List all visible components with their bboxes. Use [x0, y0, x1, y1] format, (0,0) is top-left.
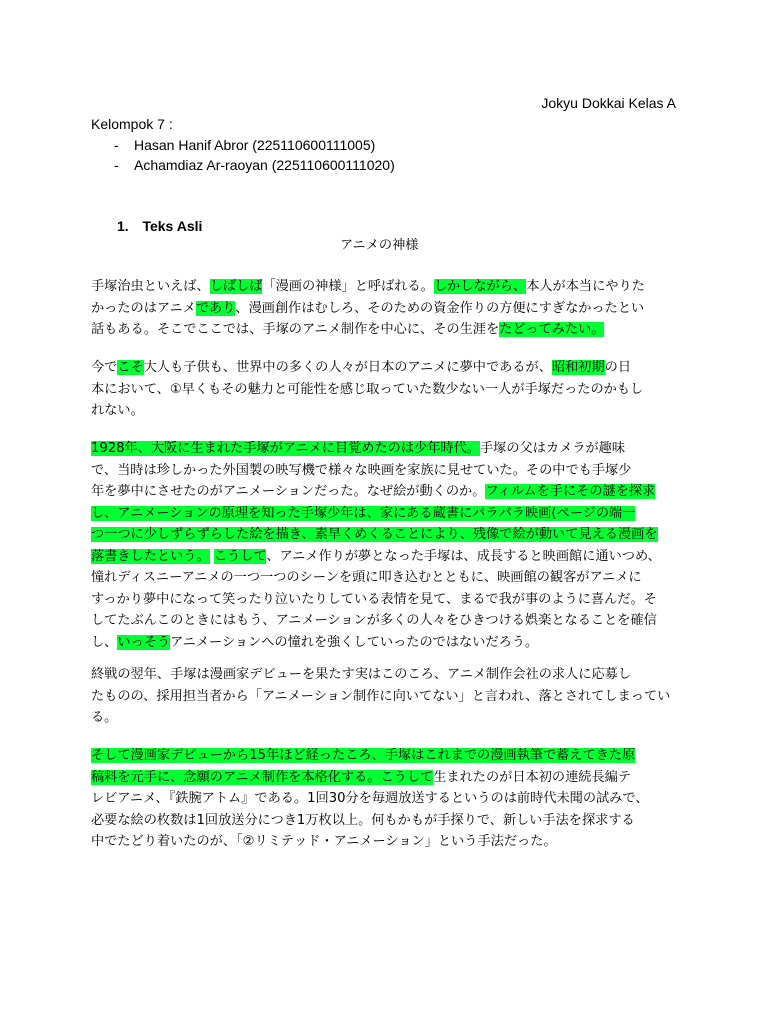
text-run: 本人が本当にやりた	[526, 279, 645, 294]
highlighted-text: こうして	[380, 769, 434, 785]
text-line	[91, 810, 691, 832]
text-line	[91, 481, 691, 503]
text-run: れない。	[91, 403, 144, 418]
section-heading	[117, 216, 202, 237]
text-run: 生まれたのが日本初の連続長編テ	[433, 769, 632, 785]
text-line	[91, 589, 691, 611]
text-run: 、アニメ作りが夢となった手塚は、成長すると映画館に通いつめ、	[266, 548, 661, 564]
text-run: る。	[91, 710, 118, 725]
highlighted-text: であり	[195, 300, 236, 316]
highlighted-text: しかしながら、	[433, 279, 527, 294]
text-line	[91, 831, 691, 853]
text-run: 話もある。そこでここでは、手塚のアニメ制作を中心に、その生涯を	[91, 322, 500, 337]
highlighted-text: 稿料を元手に、念願のアニメ制作を本格化する。	[91, 769, 381, 785]
text-run: 必要な絵の枚数は1回放送分につき1万枚以上。何もかもが手探りで、新しい手法を探求する	[91, 812, 635, 828]
highlighted-text: そして漫画家デビューから15年ほど経ったころ、手塚はこれまでの漫画執筆で蓄えてきた原	[91, 748, 636, 763]
text-line	[91, 460, 691, 482]
text-run: たものの、採用担当者から「アニメーション制作に向いてない」と言われ、落とされてしまってい	[91, 688, 671, 704]
text-line	[91, 707, 691, 729]
text-run: 「漫画の神様」と呼ばれる。	[262, 279, 434, 294]
paragraph-5	[91, 745, 691, 853]
text-line	[91, 664, 691, 686]
text-line	[91, 767, 691, 789]
text-line	[91, 567, 691, 589]
member-name: Hasan Hanif Abror (225110600111005)	[134, 137, 376, 153]
text-line	[91, 546, 691, 568]
text-run: 終戦の翌年、手塚は漫画家デビューを果たす実はこのころ、アニメ制作会社の求人に応募し	[91, 667, 632, 682]
text-line	[91, 745, 691, 767]
paragraph-2	[91, 357, 691, 422]
text-line	[91, 298, 691, 320]
highlighted-text: いっそう	[117, 634, 171, 650]
group-label: Kelompok 7 :	[91, 116, 173, 132]
text-run: 憧れディスニーアニメの一つ一つのシーンを頭に叩き込むとともに、映画館の観客がアニメに	[91, 570, 642, 585]
highlighted-text: し、アニメーションの原理を知った手塚少年は、家にある蔵書にパラパラ映画(ページの端一	[91, 505, 636, 521]
highlighted-text: たどってみたい。	[499, 322, 605, 337]
text-run: の日	[604, 360, 632, 375]
highlighted-text: こうして	[213, 548, 267, 564]
member-2	[114, 155, 395, 176]
section-number: 1.	[117, 218, 129, 234]
section-title: Teks Asli	[142, 218, 203, 234]
text-line	[91, 610, 691, 632]
highlighted-text: しばしば	[209, 279, 263, 294]
text-run: 今で	[91, 360, 118, 375]
text-run: アニメーションへの憧れを強くしていったのではないだろう。	[170, 634, 539, 650]
member-name: Achamdiaz Ar-raoyan (225110600111020)	[134, 157, 395, 173]
text-run: 手塚の父はカメラが趣味	[479, 441, 626, 456]
text-title: アニメの神様	[340, 238, 419, 253]
highlighted-text: 1928年、大阪に生まれた手塚がアニメに目覚めたのは少年時代。	[91, 441, 480, 456]
text-line	[91, 400, 691, 422]
text-line	[91, 503, 691, 525]
text-run: してたぶんこのときにはもう、アニメーションが多くの人々をひきつける娯楽となることを確信	[91, 613, 657, 628]
highlighted-text: 落書きしたという。	[91, 548, 210, 564]
text-line	[91, 276, 691, 298]
text-line	[91, 319, 691, 341]
member-1	[114, 135, 375, 156]
text-run: 年を夢中にさせたのがアニメーションだった。なぜ絵が動くのか。	[91, 484, 486, 499]
text-run: すっかり夢中になって笑ったり泣いたりしている表情を見て、まるで我が事のように喜んだ。そ	[91, 591, 657, 607]
text-run: 本において、①早くもその魅力と可能性を感じ取っていた数少ない一人が手塚だったのかもし	[91, 381, 644, 397]
highlighted-text: つ一つに少しずらずらした絵を描き、素早くめくることにより、残像で絵が動いて見える漫画を	[91, 527, 658, 542]
text-run: 中でたどり着いたのが、「②リミテッド・アニメーション」という手法だった。	[91, 834, 557, 849]
list-dash: -	[114, 157, 119, 173]
text-line	[91, 788, 691, 810]
paragraph-1	[91, 276, 691, 341]
text-line	[91, 524, 691, 546]
text-run: 、漫画創作はむしろ、そのための資金作りの方便にすぎなかったとい	[235, 300, 645, 316]
paragraph-4	[91, 664, 691, 729]
text-run: し、	[91, 634, 118, 650]
text-run: 手塚治虫といえば、	[91, 279, 210, 294]
text-run: かったのはアニメ	[91, 300, 196, 316]
text-line	[91, 379, 691, 401]
text-run: レビアニメ、『鉄腕アトム』である。1回30分を毎週放送するというのは前時代未聞の試みで、	[91, 791, 649, 806]
text-line	[91, 686, 691, 708]
highlighted-text: 昭和初期	[551, 360, 605, 375]
course-title: Jokyu Dokkai Kelas A	[541, 95, 676, 111]
paragraph-3	[91, 438, 691, 653]
text-run: 大人も子供も、世界中の多くの人々が日本のアニメに夢中であるが、	[143, 360, 552, 375]
text-line	[91, 438, 691, 460]
list-dash: -	[114, 137, 119, 153]
highlighted-text: こそ	[117, 360, 144, 375]
highlighted-text: フィルムを手にその謎を探求	[485, 484, 656, 499]
text-run: で、当時は珍しかった外国製の映写機で様々な映画を家族に見せていた。その中でも手塚少	[91, 462, 632, 478]
text-line	[91, 632, 691, 654]
text-line	[91, 357, 691, 379]
